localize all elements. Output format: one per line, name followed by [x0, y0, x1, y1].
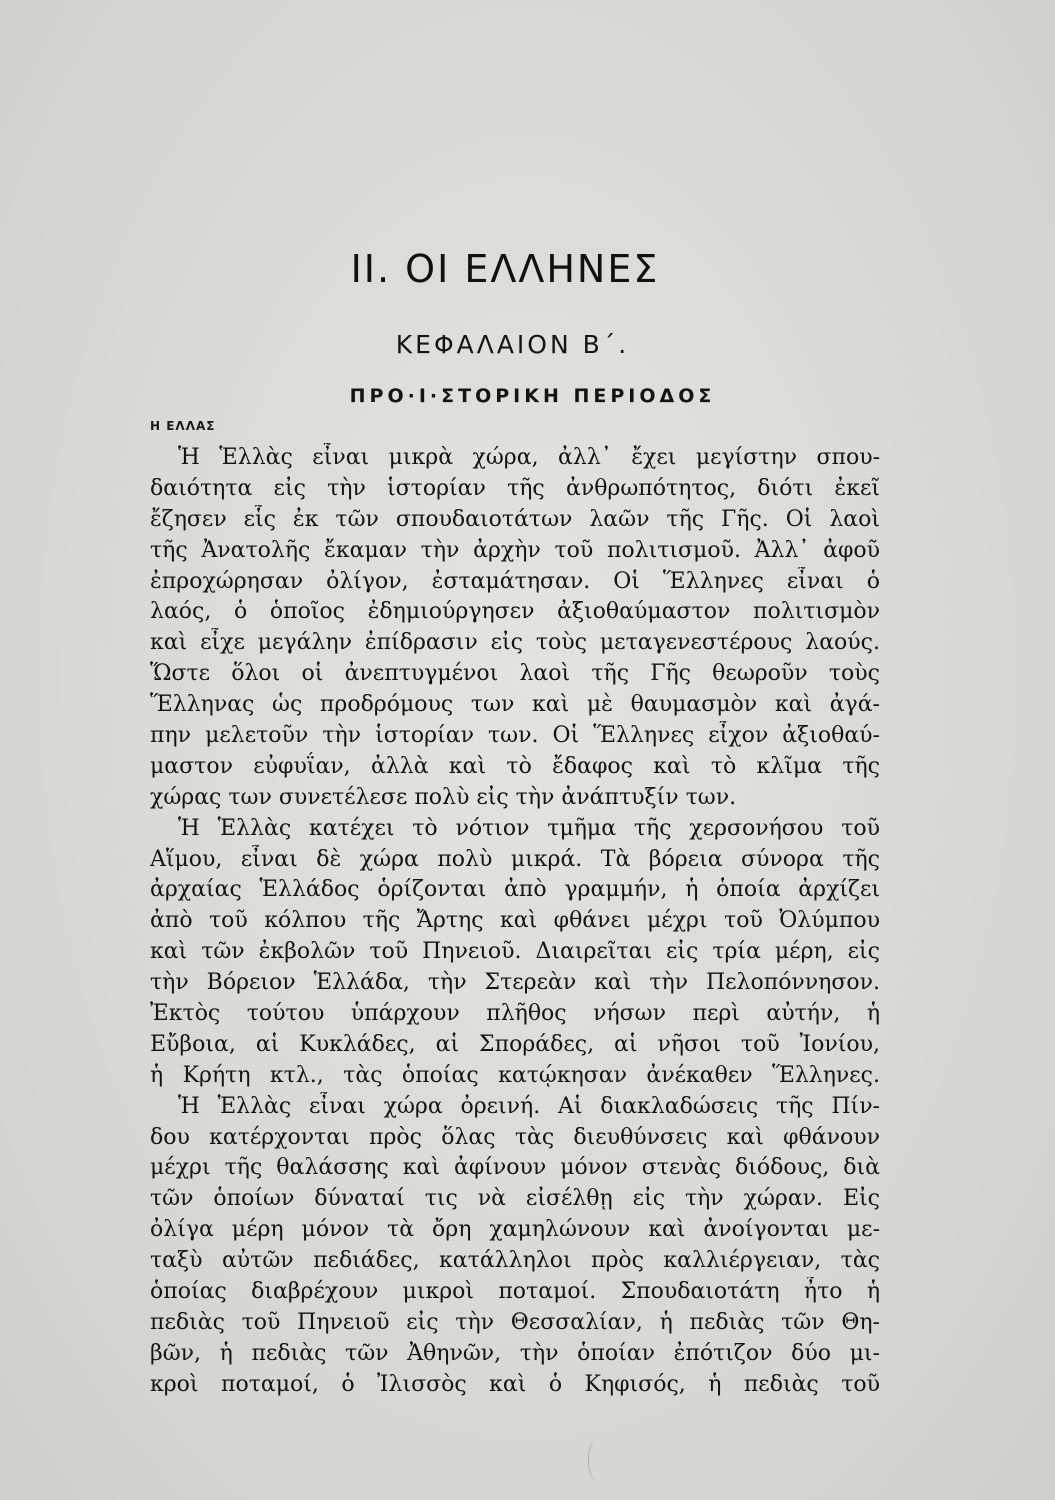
chapter-title: ΚΕΦΑΛΑΙΟΝ Β΄. — [395, 330, 630, 359]
text-line: Ἡ Ἑλλὰς εἶναι χώρα ὀρεινή. Αἱ διακλαδώσεις τῆς Πίν- — [178, 1093, 880, 1119]
text-line: Εὔβοια, αἱ Κυκλάδες, αἱ Σποράδες, αἱ νῆσοι τοῦ Ἰονίου, — [150, 1031, 880, 1057]
text-line: τῆς Ἀνατολῆς ἔκαμαν τὴν ἀρχὴν τοῦ πολιτισμοῦ. Ἀλλ᾽ ἀφοῦ — [150, 537, 880, 563]
text-line: ἐπροχώρησαν ὀλίγον, ἐσταμάτησαν. Οἱ Ἕλληνες εἶναι ὁ — [150, 568, 880, 594]
text-line: Ἕλληνας ὡς προδρόμους των καὶ μὲ θαυμασμὸν καὶ ἀγά- — [150, 692, 880, 718]
text-line: πην μελετοῦν τὴν ἱστορίαν των. Οἱ Ἕλληνες εἶχον ἀξιοθαύ- — [150, 723, 880, 749]
text-line: Ὥστε ὅλοι οἱ ἀνεπτυγμένοι λαοὶ τῆς Γῆς θεωροῦν τοὺς — [150, 661, 880, 687]
part-title: ΙΙ. ΟΙ ΕΛΛΗΝΕΣ — [350, 247, 660, 291]
text-line: Ἡ Ἑλλὰς εἶναι μικρὰ χώρα, ἀλλ᾽ ἔχει μεγίστην σπου- — [178, 445, 880, 470]
text-line: βῶν, ἡ πεδιὰς τῶν Ἀθηνῶν, τὴν ὁποίαν ἐπότιζον δύο μι- — [150, 1340, 880, 1366]
text-line: ἔζησεν εἷς ἐκ τῶν σπουδαιοτάτων λαῶν τῆς Γῆς. Οἱ λαοὶ — [150, 506, 880, 532]
text-line: μέχρι τῆς θαλάσσης καὶ ἀφίνουν μόνον στενὰς διόδους, διὰ — [150, 1155, 880, 1181]
pencil-mark — [588, 1440, 603, 1480]
text-line: καὶ εἶχε μεγάλην ἐπίδρασιν εἰς τοὺς μεταγενεστέρους λαούς. — [150, 630, 880, 656]
text-line: Ἐκτὸς τούτου ὑπάρχουν πλῆθος νήσων περὶ αὐτήν, ἡ — [150, 1001, 880, 1027]
text-line: λαός, ὁ ὁποῖος ἐδημιούργησεν ἀξιοθαύμαστον πολιτισμὸν — [150, 599, 880, 625]
text-line: δαιότητα εἰς τὴν ἱστορίαν τῆς ἀνθρωπότητος, διότι ἐκεῖ — [150, 475, 880, 501]
text-line: τὴν Βόρειον Ἑλλάδα, τὴν Στερεὰν καὶ τὴν Πελοπόννησον. — [150, 970, 880, 996]
text-line: ἡ Κρήτη κτλ., τὰς ὁποίας κατῴκησαν ἀνέκαθεν Ἕλληνες. — [150, 1062, 880, 1088]
section-title: ΠΡΟ·Ι·ΣΤΟΡΙΚΗ ΠΕΡΙΟΔΟΣ — [349, 385, 716, 407]
text-line: ταξὺ αὐτῶν πεδιάδες, κατάλληλοι πρὸς καλλιέργειαν, τὰς — [150, 1248, 880, 1274]
text-line: πεδιὰς τοῦ Πηνειοῦ εἰς τὴν Θεσσαλίαν, ἡ πεδιὰς τῶν Θη- — [150, 1309, 880, 1335]
text-line: χώρας των συνετέλεσε πολὺ εἰς τὴν ἀνάπτυξίν των. — [150, 784, 737, 810]
text-line: ὁποίας διαβρέχουν μικροὶ ποταμοί. Σπουδαιοτάτη ἦτο ἡ — [150, 1279, 880, 1305]
text-line: τῶν ὁποίων δύναταί τις νὰ εἰσέλθῃ εἰς τὴν χώραν. Εἰς — [150, 1186, 880, 1212]
text-line: κροὶ ποταμοί, ὁ Ἰλισσὸς καὶ ὁ Κηφισός, ἡ πεδιὰς τοῦ — [150, 1371, 880, 1397]
text-line: Αἵμου, εἶναι δὲ χώρα πολὺ μικρά. Τὰ βόρεια σύνορα τῆς — [150, 846, 880, 872]
text-line: ἀρχαίας Ἑλλάδος ὁρίζονται ἀπὸ γραμμήν, ἡ ὁποία ἀρχίζει — [150, 877, 880, 903]
text-line: ὀλίγα μέρη μόνον τὰ ὄρη χαμηλώνουν καὶ ἀνοίγονται με- — [150, 1217, 880, 1243]
text-line: μαστον εὐφυΐαν, ἀλλὰ καὶ τὸ ἔδαφος καὶ τὸ κλῖμα τῆς — [150, 753, 880, 779]
text-line: δου κατέρχονται πρὸς ὅλας τὰς διευθύνσεις καὶ φθάνουν — [150, 1124, 880, 1150]
margin-label: Η ΕΛΛΑΣ — [150, 419, 216, 433]
body-text — [150, 443, 880, 1401]
text-line: καὶ τῶν ἐκβολῶν τοῦ Πηνειοῦ. Διαιρεῖται εἰς τρία μέρη, εἰς — [150, 939, 880, 965]
text-line: Ἡ Ἑλλὰς κατέχει τὸ νότιον τμῆμα τῆς χερσονήσου τοῦ — [178, 815, 880, 841]
text-line: ἀπὸ τοῦ κόλπου τῆς Ἄρτης καὶ φθάνει μέχρι τοῦ Ὀλύμπου — [150, 908, 880, 934]
